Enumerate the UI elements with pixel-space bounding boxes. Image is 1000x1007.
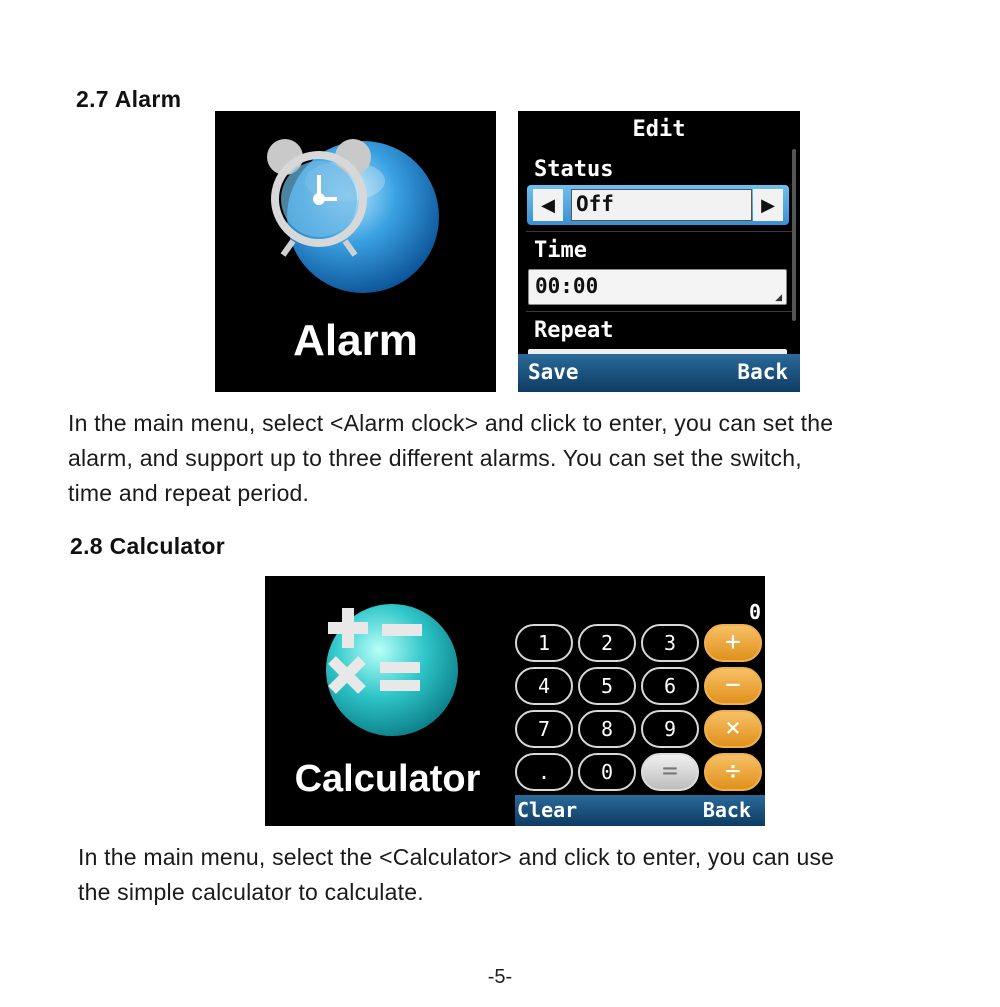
description-line: the simple calculator to calculate. [78, 879, 424, 905]
digit-key[interactable]: 1 [515, 624, 573, 662]
alarm-app-icon [215, 111, 496, 392]
time-value: 00:00 [535, 274, 599, 298]
description-line: time and repeat period. [68, 480, 310, 506]
digit-key[interactable]: 8 [578, 710, 636, 748]
digit-key[interactable]: 6 [641, 667, 699, 705]
repeat-label: Repeat [534, 318, 614, 343]
status-selector[interactable] [527, 185, 789, 225]
digit-key[interactable]: 3 [641, 624, 699, 662]
resize-corner-icon: ◢ [775, 292, 782, 302]
section-heading-alarm: 2.7 Alarm [76, 86, 182, 112]
softkey-bar [518, 354, 800, 392]
section-heading-calculator: 2.8 Calculator [70, 533, 226, 559]
divider [526, 311, 792, 312]
page-number: -5- [487, 966, 513, 988]
calculator-screen [265, 576, 765, 826]
left-arrow-icon[interactable]: ◀ [533, 189, 563, 221]
right-arrow-icon[interactable]: ▶ [753, 189, 783, 221]
edit-screen-title: Edit [632, 117, 686, 142]
calculator-app-icon [320, 602, 460, 742]
description-line: In the main menu, select the <Calculator> and click to enter, you can use [78, 844, 835, 870]
alarm-clock-icon [255, 129, 465, 319]
calculator-description [78, 840, 978, 910]
digit-key[interactable]: 2 [578, 624, 636, 662]
digit-key[interactable]: 5 [578, 667, 636, 705]
operator-key[interactable]: ÷ [704, 753, 762, 791]
description-line: alarm, and support up to three different alarms. You can set the switch, [68, 445, 802, 471]
digit-key[interactable]: . [515, 753, 573, 791]
calculator-display: 0 [748, 600, 761, 624]
equals-key[interactable]: = [641, 753, 699, 791]
operator-key[interactable]: + [704, 624, 762, 662]
back-softkey[interactable]: Back [702, 798, 751, 822]
description-line: In the main menu, select <Alarm clock> and click to enter, you can set the [68, 410, 834, 436]
alarm-edit-screen [518, 111, 800, 392]
save-softkey[interactable]: Save [528, 360, 579, 384]
back-softkey[interactable]: Back [737, 360, 788, 384]
clear-softkey[interactable]: Clear [517, 798, 578, 822]
scrollbar[interactable] [792, 149, 796, 321]
time-label: Time [534, 238, 587, 263]
operator-key[interactable]: × [704, 710, 762, 748]
status-value-box[interactable] [571, 189, 752, 221]
softkey-bar [515, 795, 765, 826]
digit-key[interactable]: 7 [515, 710, 573, 748]
digit-key[interactable]: 9 [641, 710, 699, 748]
digit-key[interactable]: 4 [515, 667, 573, 705]
divider [526, 231, 792, 232]
time-field[interactable] [528, 269, 787, 305]
calculator-icon-label: Calculator [294, 758, 481, 800]
status-value: Off [576, 192, 614, 216]
operator-key[interactable]: − [704, 667, 762, 705]
digit-key[interactable]: 0 [578, 753, 636, 791]
alarm-description [68, 406, 978, 511]
alarm-icon-label: Alarm [293, 316, 418, 365]
status-label: Status [534, 157, 614, 182]
